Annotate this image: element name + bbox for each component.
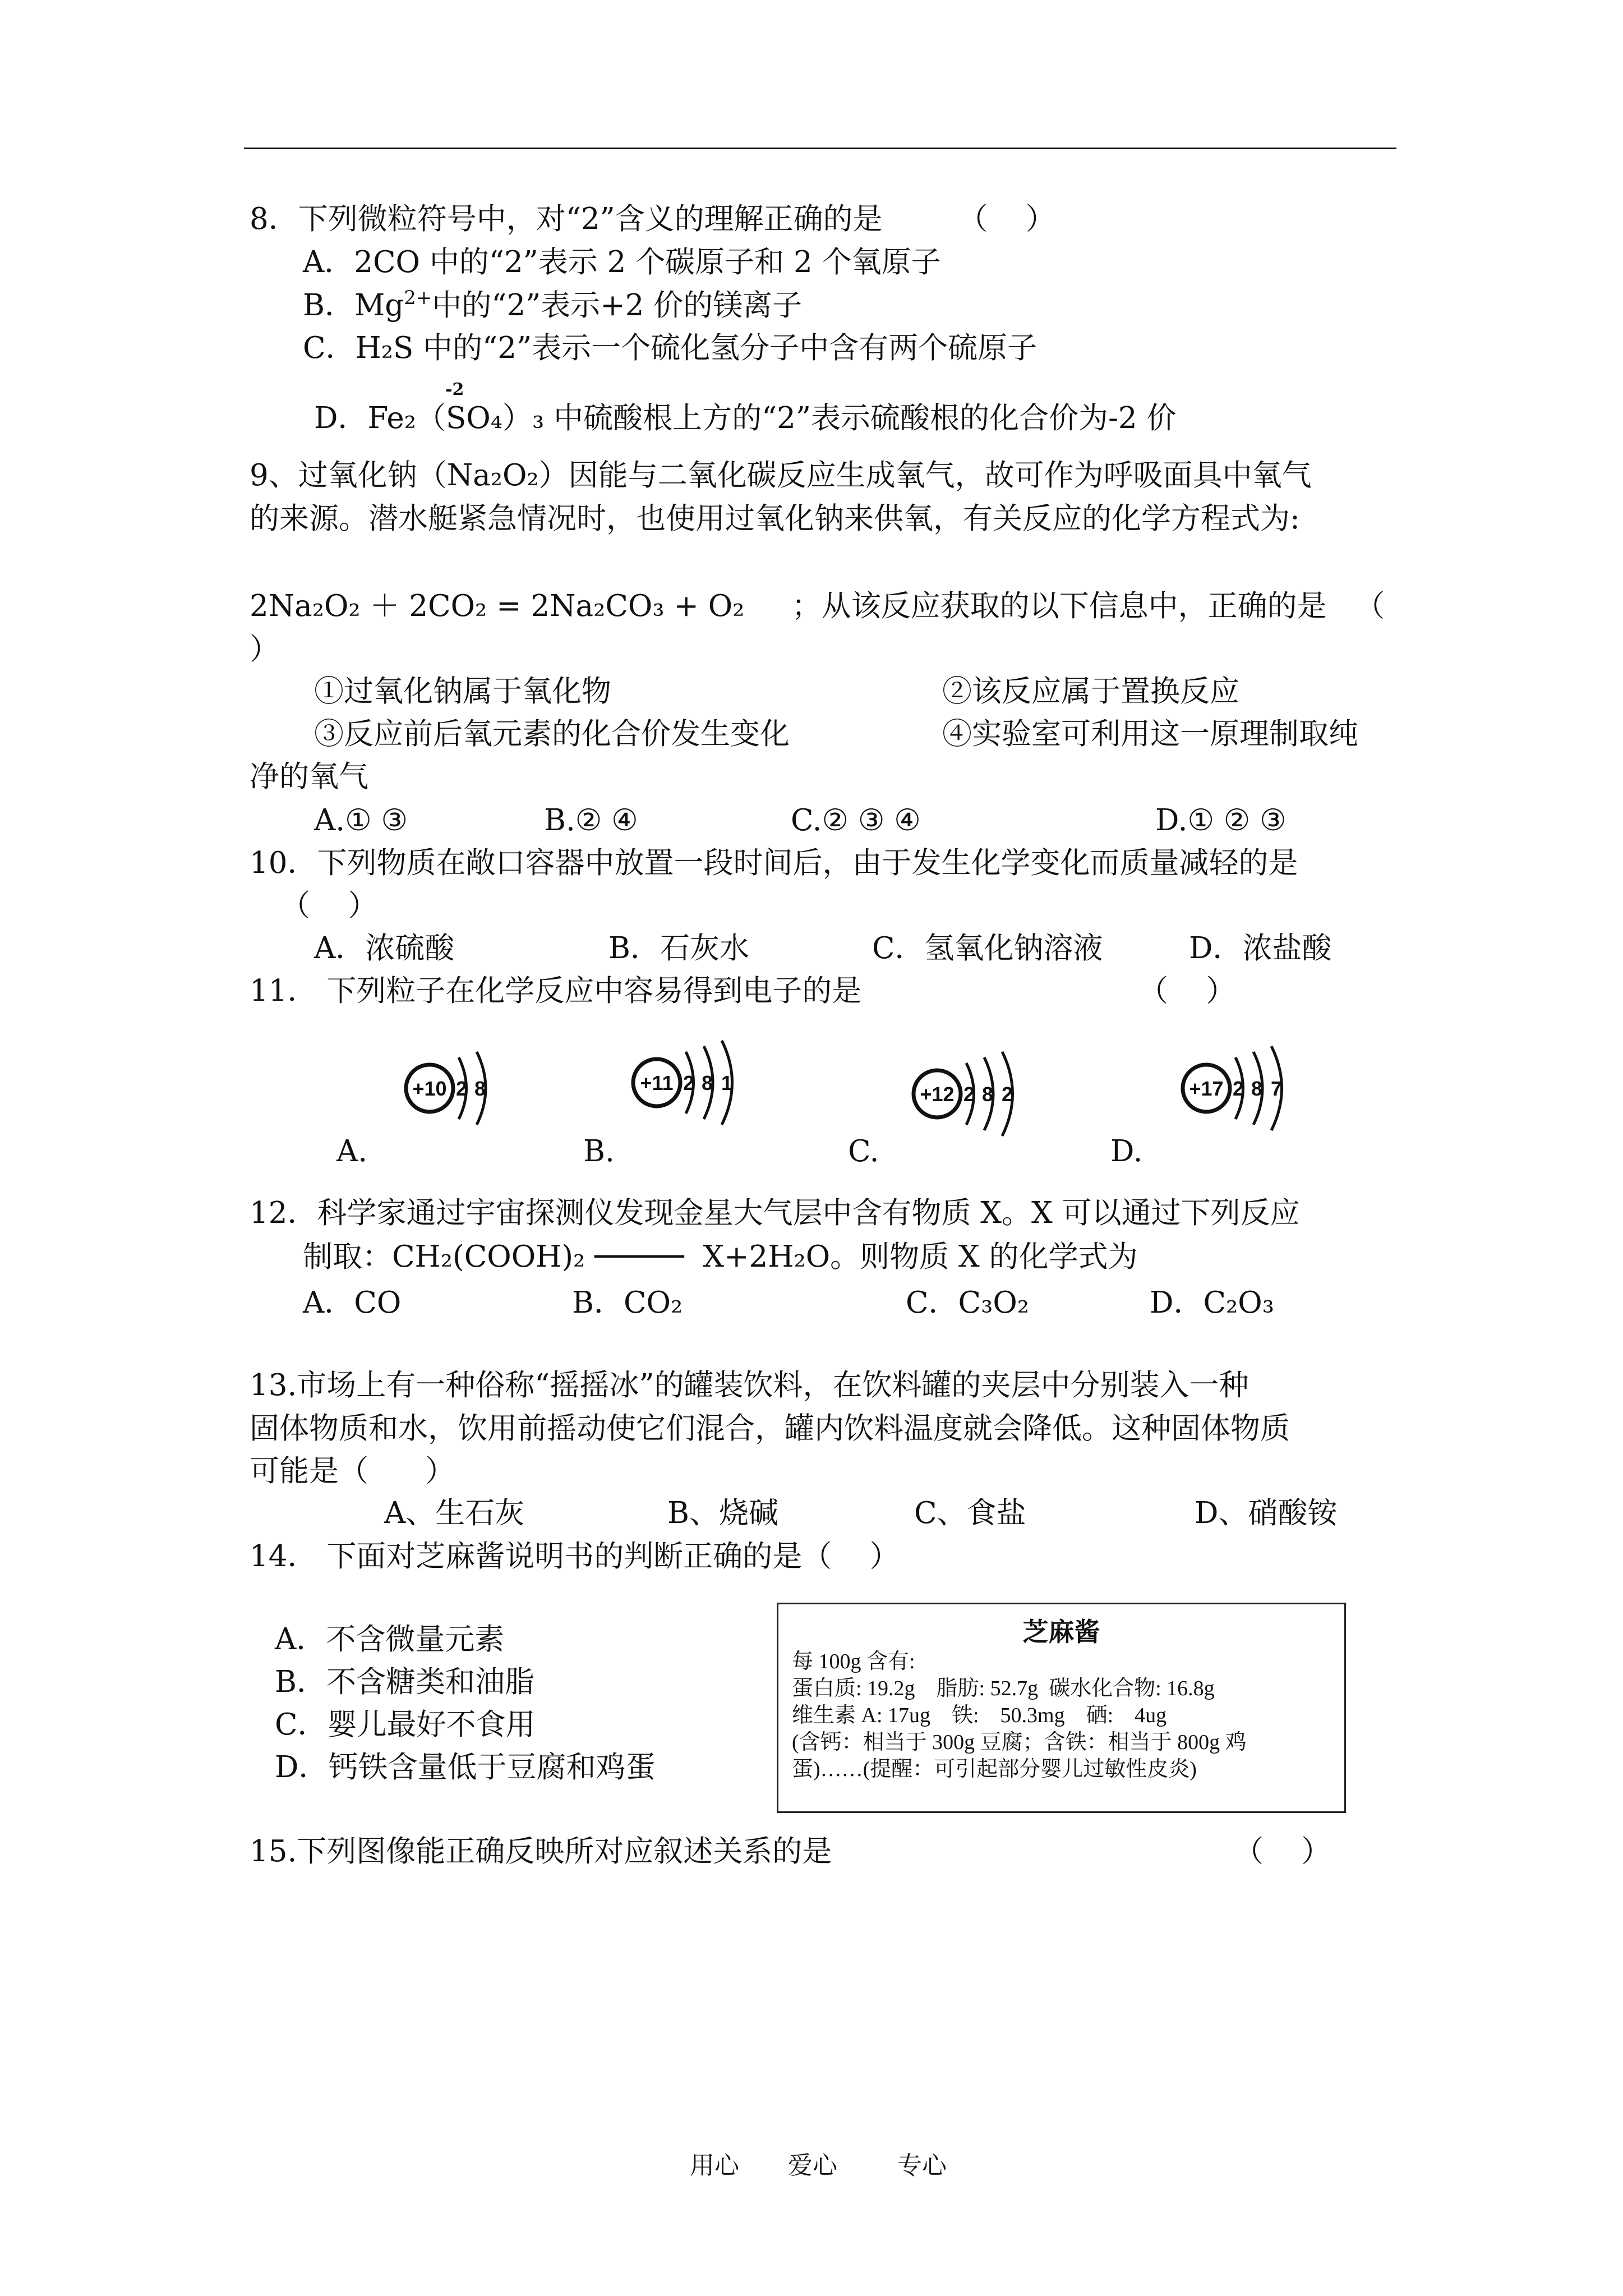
q8-option-d: D．Fe₂（SO₄）₃ 中硫酸根上方的“2”表示硫酸根的化合价为-2 价 bbox=[314, 401, 1177, 435]
q11-label-b: B. bbox=[583, 1134, 615, 1168]
sesame-paste-label bbox=[777, 1603, 1346, 1813]
q14-option-d: D．钙铁含量低于豆腐和鸡蛋 bbox=[275, 1750, 656, 1784]
atom-diagram-b bbox=[625, 1032, 766, 1135]
label-line-5: 蛋)……(提醒：可引起部分婴儿过敏性皮炎) bbox=[792, 1757, 1197, 1781]
header-rule bbox=[244, 148, 1396, 149]
shell-count-d-3: 7 bbox=[1270, 1077, 1283, 1100]
nucleus-label-c: +12 bbox=[920, 1083, 955, 1106]
q10-option-b: B．石灰水 bbox=[608, 931, 749, 965]
atom-diagram-c bbox=[906, 1043, 1046, 1147]
q12-option-b: B．CO₂ bbox=[572, 1286, 683, 1320]
q9-option-b: B.② ④ bbox=[544, 803, 638, 838]
q13-option-b: B、烧碱 bbox=[667, 1496, 778, 1530]
shell-count-b-2: 8 bbox=[701, 1071, 713, 1094]
q9-paren-close: ） bbox=[250, 632, 279, 666]
q8-b-superscript: 2+ bbox=[404, 287, 432, 309]
footer-word-3: 专心 bbox=[897, 2151, 947, 2180]
nucleus-label-d: +17 bbox=[1189, 1077, 1224, 1100]
q8-option-c: C．H₂S 中的“2”表示一个硫化氢分子中含有两个硫原子 bbox=[303, 331, 1038, 365]
label-line-1: 每 100g 含有: bbox=[792, 1650, 915, 1673]
shell-count-a-1: 2 bbox=[455, 1077, 468, 1100]
label-line-4: (含钙：相当于 300g 豆腐；含铁：相当于 800g 鸡 bbox=[792, 1731, 1247, 1754]
q13-option-d: D、硝酸铵 bbox=[1195, 1496, 1338, 1530]
q12-option-d: D．C₂O₃ bbox=[1150, 1286, 1274, 1320]
shell-count-b-3: 1 bbox=[721, 1071, 733, 1094]
q12-option-c: C．C₃O₂ bbox=[906, 1286, 1030, 1320]
q15-stem: 15.下列图像能正确反映所对应叙述关系的是 bbox=[250, 1834, 832, 1869]
q12-line-1: 12．科学家通过宇宙探测仪发现金星大气层中含有物质 X。X 可以通过下列反应 bbox=[250, 1196, 1300, 1230]
label-line-2: 蛋白质: 19.2g 脂肪: 52.7g 碳水化合物: 16.8g bbox=[792, 1677, 1215, 1700]
label-title: 芝麻酱 bbox=[1022, 1618, 1100, 1646]
footer-word-2: 爱心 bbox=[788, 2151, 837, 2180]
q11-label-a: A. bbox=[336, 1134, 368, 1168]
q8-option-b: B．$Mg^{2+}$中的“2”表示+2 价的镁离子 bbox=[303, 287, 803, 323]
q10-option-c: C．氢氧化钠溶液 bbox=[872, 931, 1103, 965]
q9-statement-4-cont: 净的氧气 bbox=[250, 760, 368, 794]
q15-paren: （ ） bbox=[1234, 1834, 1331, 1869]
q9-statement-2: ②该反应属于置换反应 bbox=[942, 674, 1239, 708]
q9-line-2: 的来源。潜水艇紧急情况时，也使用过氧化钠来供氧，有关反应的化学方程式为: bbox=[250, 501, 1300, 536]
q12-line-2: 制取：CH₂(COOH)₂ ───── X+2H₂O。则物质 X 的化学式为 bbox=[303, 1240, 1138, 1274]
nucleus-label-a: +10 bbox=[412, 1077, 447, 1100]
q11-paren: （ ） bbox=[1138, 974, 1236, 1008]
shell-count-a-2: 8 bbox=[474, 1077, 486, 1100]
q10-option-d: D．浓盐酸 bbox=[1189, 931, 1332, 965]
shell-count-c-1: 2 bbox=[963, 1083, 975, 1106]
q14-option-a: A．不含微量元素 bbox=[275, 1622, 505, 1657]
q9-option-a: A.① ③ bbox=[314, 803, 408, 838]
shell-count-d-2: 8 bbox=[1251, 1077, 1263, 1100]
q10-line-1: 10．下列物质在敞口容器中放置一段时间后，由于发生化学变化而质量减轻的是 bbox=[250, 846, 1298, 880]
q10-line-2: （ ） bbox=[280, 889, 378, 923]
q12-option-a: A．CO bbox=[303, 1286, 402, 1320]
footer-word-1: 用心 bbox=[690, 2151, 739, 2180]
q8-oxidation-mark: -2 bbox=[445, 380, 464, 399]
q9-statement-3: ③反应前后氧元素的化合价发生变化 bbox=[314, 717, 790, 751]
q13-line-2: 固体物质和水，饮用前摇动使它们混合，罐内饮料温度就会降低。这种固体物质 bbox=[250, 1411, 1290, 1446]
q9-statement-1: ①过氧化钠属于氧化物 bbox=[314, 674, 611, 708]
shell-count-b-1: 2 bbox=[683, 1071, 695, 1094]
q9-option-d: D.① ② ③ bbox=[1155, 803, 1287, 838]
q11-stem: 11． 下列粒子在化学反应中容易得到电子的是 bbox=[250, 974, 862, 1008]
q9-option-c: C.② ③ ④ bbox=[791, 803, 921, 838]
shell-count-d-1: 2 bbox=[1232, 1077, 1244, 1100]
shell-count-c-3: 2 bbox=[1001, 1083, 1013, 1106]
atom-diagram-a bbox=[398, 1038, 522, 1141]
q13-line-3: 可能是（ ） bbox=[250, 1454, 455, 1488]
q8-option-a: A．2CO 中的“2”表示 2 个碳原子和 2 个氧原子 bbox=[303, 245, 941, 279]
label-line-3: 维生素 A: 17ug 铁: 50.3mg 硒: 4ug bbox=[792, 1704, 1167, 1727]
q13-line-1: 13.市场上有一种俗称“摇摇冰”的罐装饮料，在饮料罐的夹层中分别装入一种 bbox=[250, 1368, 1249, 1402]
shell-count-c-2: 8 bbox=[981, 1083, 994, 1106]
q11-label-d: D. bbox=[1110, 1134, 1143, 1168]
nucleus-label-b: +11 bbox=[640, 1071, 674, 1094]
q13-option-a: A、生石灰 bbox=[384, 1496, 525, 1530]
q14-option-b: B．不含糖类和油脂 bbox=[275, 1665, 534, 1699]
q9-statement-4: ④实验室可利用这一原理制取纯 bbox=[942, 717, 1358, 751]
q14-option-c: C．婴儿最好不食用 bbox=[275, 1708, 536, 1742]
q8-stem: 8．下列微粒符号中，对“2”含义的理解正确的是 （ ） bbox=[250, 202, 1055, 236]
q9-equation: 2Na₂O₂ ＋ 2CO₂ = 2Na₂CO₃ + O₂ ；从该反应获取的以下信息中，正确的是 （ bbox=[250, 589, 1385, 623]
q9-line-1: 9、过氧化钠（Na₂O₂）因能与二氧化碳反应生成氧气，故可作为呼吸面具中氧气 bbox=[250, 458, 1312, 493]
atom-diagram-d bbox=[1175, 1038, 1315, 1141]
q14-stem: 14． 下面对芝麻酱说明书的判断正确的是（ ） bbox=[250, 1539, 900, 1573]
q13-option-c: C、食盐 bbox=[914, 1496, 1026, 1530]
q11-label-c: C. bbox=[848, 1134, 879, 1168]
q10-option-a: A．浓硫酸 bbox=[314, 931, 455, 965]
